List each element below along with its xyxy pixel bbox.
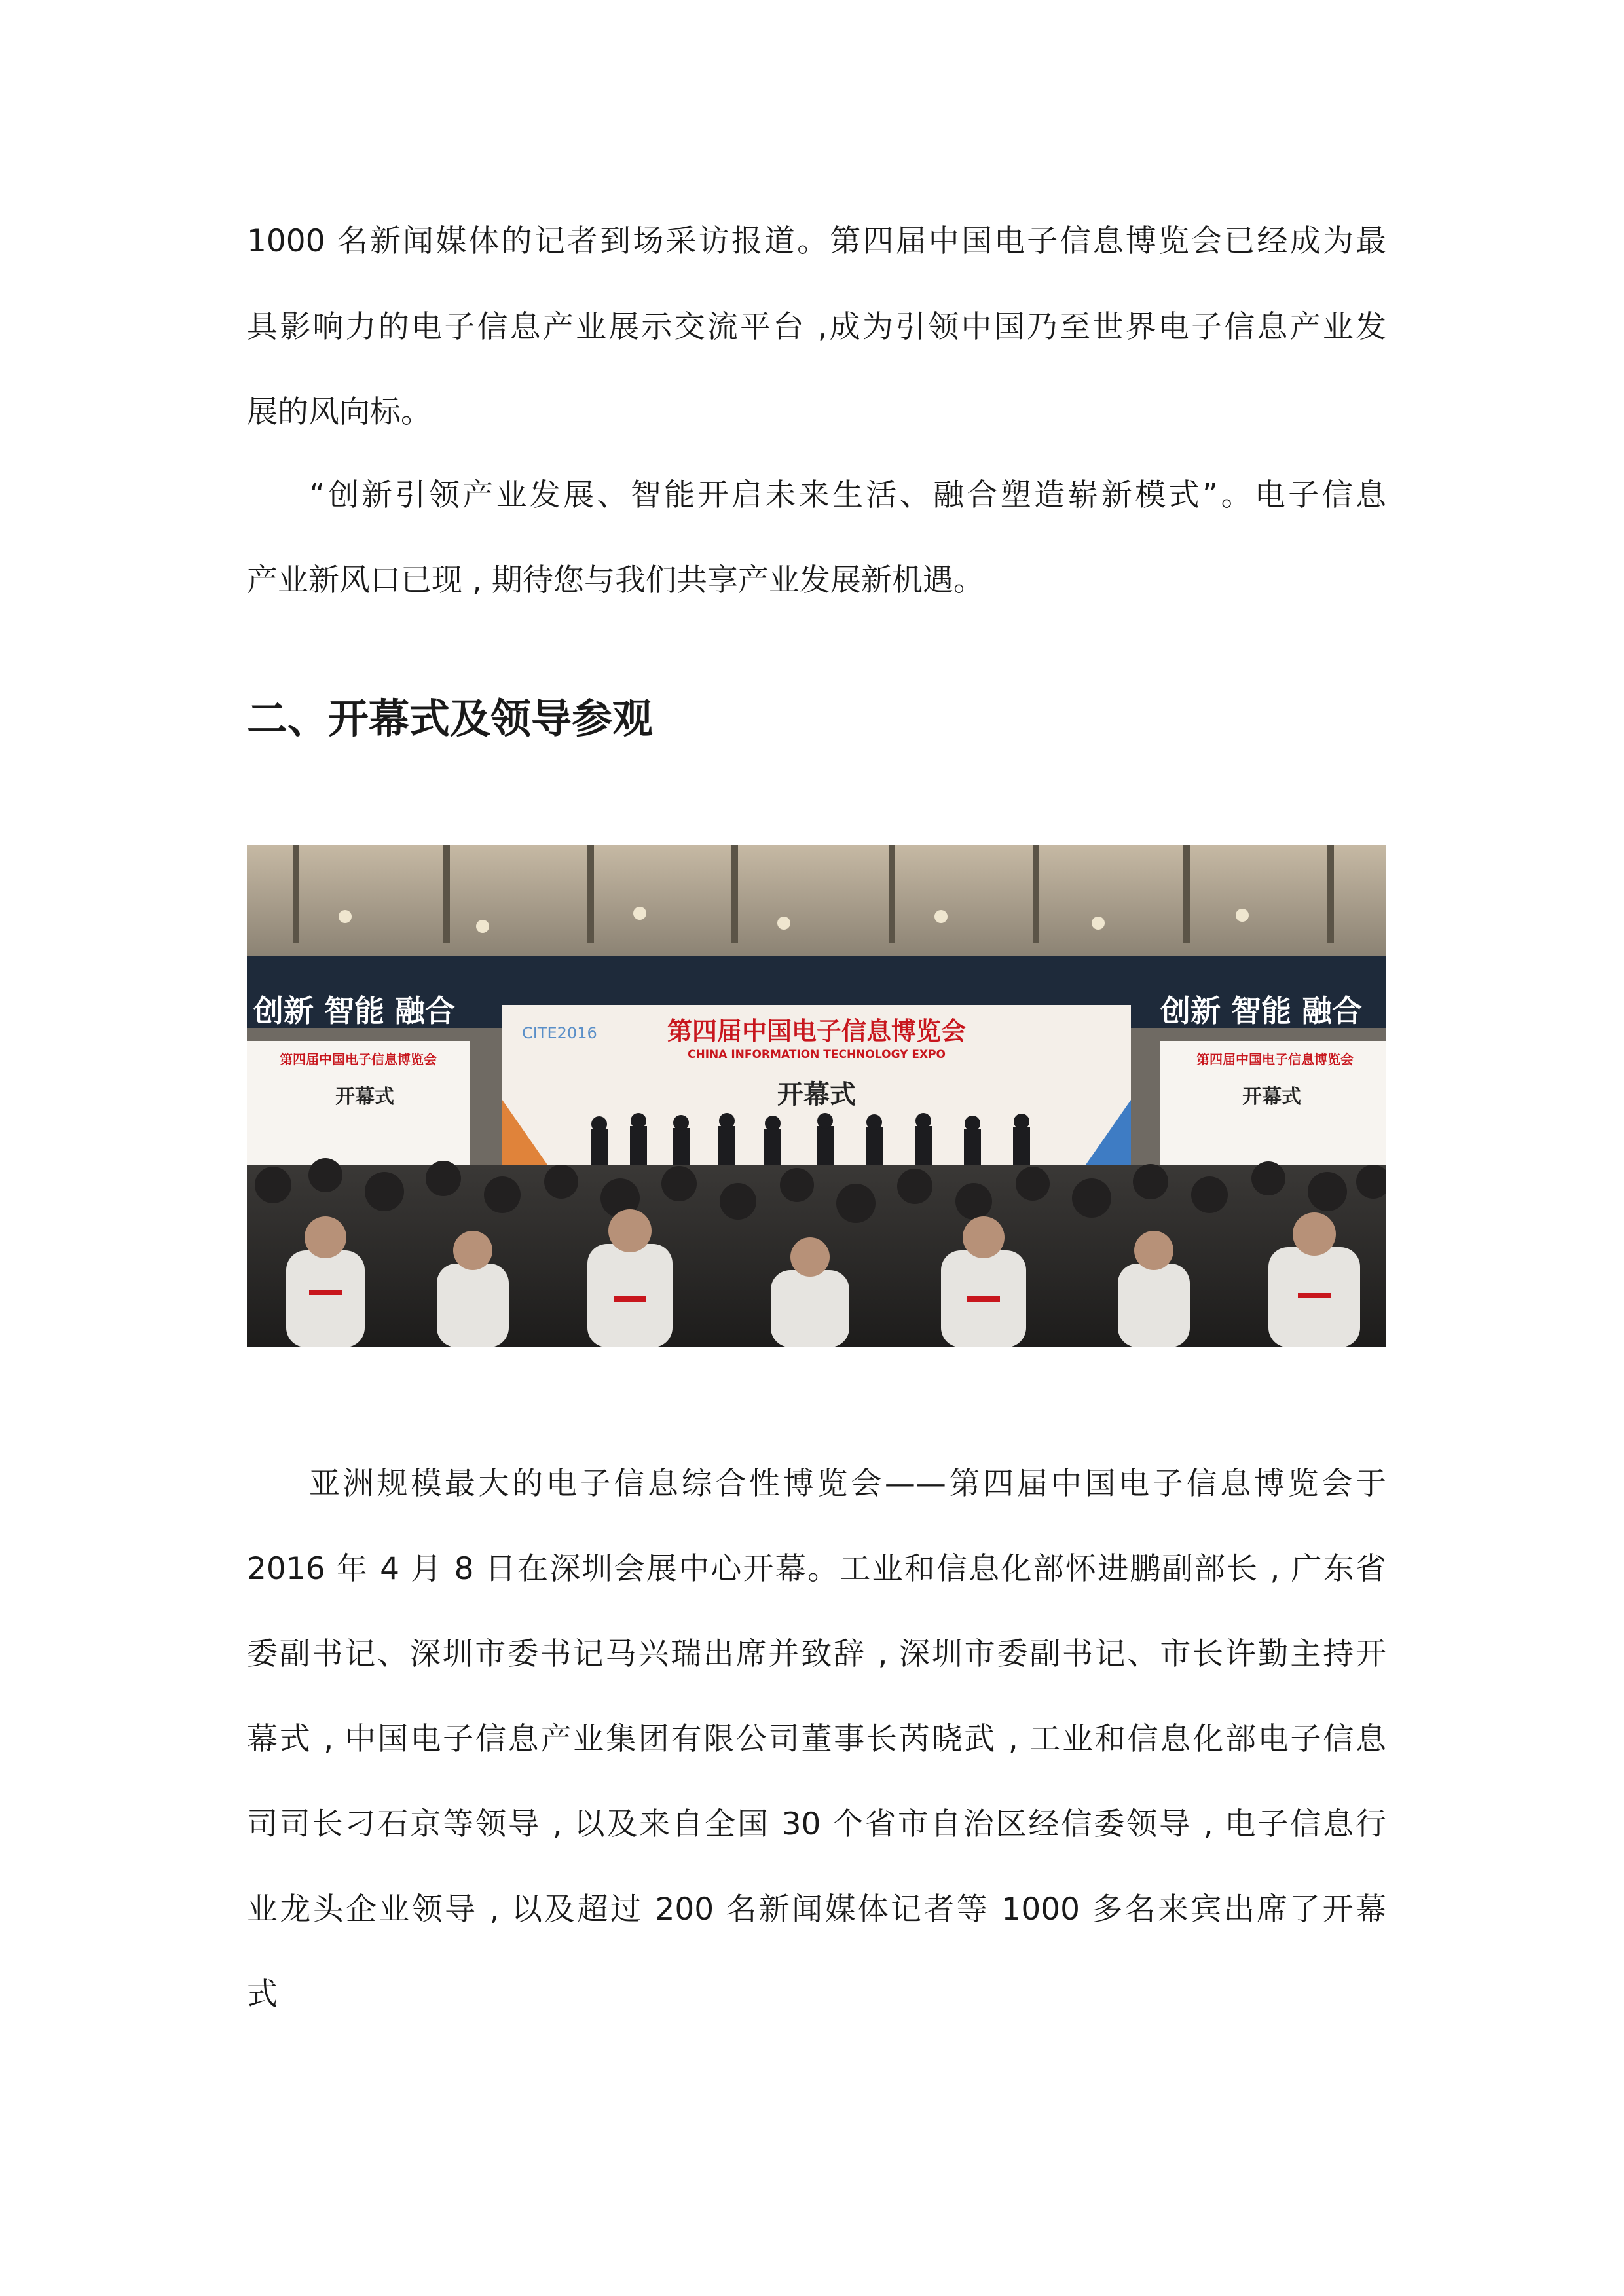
banner-title: 第四届中国电子信息博览会 <box>667 1017 967 1046</box>
banner-subtitle: CHINA INFORMATION TECHNOLOGY EXPO <box>687 1048 946 1061</box>
paragraph-1-line-2: 具影响力的电子信息产业展示交流平台 ,成为引领中国乃至世界电子信息产业发 <box>247 309 1386 345</box>
banner-logo: CITE2016 <box>522 1024 597 1042</box>
ceiling <box>247 845 1386 956</box>
opening-ceremony-photo <box>247 845 1386 1347</box>
paragraph-3-line-5: 司司长刁石京等领导 , 以及来自全国 30 个省市自治区经信委领导 , 电子信息行 <box>247 1806 1386 1842</box>
paragraph-3-line-2: 2016 年 4 月 8 日在深圳会展中心开幕。工业和信息化部怀进鹏副部长 , 广东省 <box>247 1551 1386 1587</box>
side-banner-left-title: 第四届中国电子信息博览会 <box>280 1051 437 1067</box>
paragraph-3-line-4: 幕式 , 中国电子信息产业集团有限公司董事长芮晓武 , 工业和信息化部电子信息 <box>247 1721 1386 1757</box>
side-banner-right-title: 第四届中国电子信息博览会 <box>1196 1051 1354 1067</box>
paragraph-3-line-1: 亚洲规模最大的电子信息综合性博览会——第四届中国电子信息博览会于 <box>309 1466 1386 1502</box>
paragraph-3-line-7: 式 <box>247 1977 278 2013</box>
paragraph-2-line-2: 产业新风口已现 , 期待您与我们共享产业发展新机遇。 <box>247 562 984 598</box>
paragraph-3-line-6: 业龙头企业领导 , 以及超过 200 名新闻媒体记者等 1000 多名来宾出席了开幕 <box>247 1891 1386 1927</box>
section-heading: 二、开幕式及领导参观 <box>247 695 654 742</box>
slogan-right: 创新 智能 融合 <box>1160 993 1363 1029</box>
paragraph-3-line-3: 委副书记、深圳市委书记马兴瑞出席并致辞 , 深圳市委副书记、市长许勤主持开 <box>247 1636 1386 1672</box>
slogan-left: 创新 智能 融合 <box>253 993 456 1029</box>
side-banner-right-ceremony: 开幕式 <box>1242 1085 1301 1108</box>
banner-ceremony: 开幕式 <box>777 1080 856 1110</box>
paragraph-2-line-1: “创新引领产业发展、智能开启未来生活、融合塑造崭新模式”。电子信息 <box>309 477 1386 513</box>
paragraph-1-line-1: 1000 名新闻媒体的记者到场采访报道。第四届中国电子信息博览会已经成为最 <box>247 223 1386 259</box>
paragraph-1-line-3: 展的风向标。 <box>247 394 432 430</box>
photo-illustration <box>247 845 1386 1347</box>
side-banner-left-ceremony: 开幕式 <box>335 1085 394 1108</box>
